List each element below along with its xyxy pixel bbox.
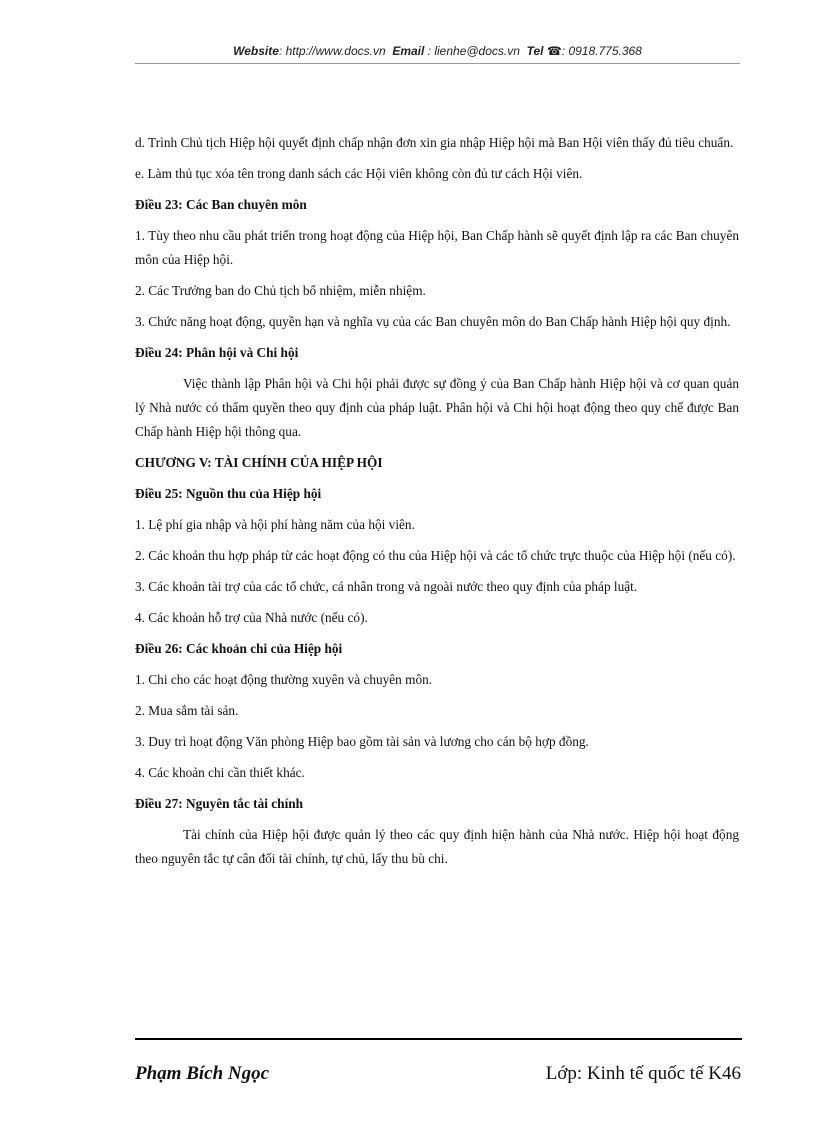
document-body: [135, 131, 739, 878]
paragraph: d. Trình Chủ tịch Hiệp hội quyết định chấp nhận đơn xin gia nhập Hiệp hội mà Ban Hội viên thấy đủ tiêu chuẩn.: [135, 135, 734, 150]
paragraph: Tài chính của Hiệp hội được quản lý theo các quy định hiện hành của Nhà nước. Hiệp hội hoạt động theo nguyên tắc tự cân đối tài chính, tự chủ, lấy thu bù chi.: [135, 827, 739, 866]
website-value: : http://www.docs.vn: [278, 44, 386, 58]
paragraph: e. Làm thủ tục xóa tên trong danh sách các Hội viên không còn đủ tư cách Hội viên.: [135, 166, 583, 181]
website-label: Website: [233, 44, 279, 58]
tel-label: Tel: [526, 44, 544, 58]
section-heading: Điều 25: Nguồn thu của Hiệp hội: [135, 486, 322, 501]
paragraph: 1. Tùy theo nhu cầu phát triển trong hoạt động của Hiệp hội, Ban Chấp hành sẽ quyết định lập ra các Ban chuyên môn của Hiệp hội.: [135, 228, 739, 267]
paragraph: 4. Các khoản hỗ trợ của Nhà nước (nếu có).: [135, 610, 368, 625]
section-heading: Điều 26: Các khoản chi của Hiệp hội: [135, 641, 343, 656]
header-divider: [135, 63, 740, 64]
footer-author: Phạm Bích Ngọc: [135, 1063, 270, 1084]
footer-divider: [135, 1038, 742, 1040]
section-heading: Điều 23: Các Ban chuyên môn: [135, 197, 307, 212]
page-header: [135, 44, 740, 58]
section-heading: Điều 27: Nguyên tắc tài chính: [135, 796, 304, 811]
paragraph: 2. Các Trưởng ban do Chủ tịch bổ nhiệm, miễn nhiệm.: [135, 283, 426, 298]
section-heading: Điều 24: Phân hội và Chi hội: [135, 345, 299, 360]
email-label: Email: [392, 44, 425, 58]
section-heading: CHƯƠNG V: TÀI CHÍNH CỦA HIỆP HỘI: [135, 455, 383, 470]
paragraph: 2. Các khoản thu hợp pháp từ các hoạt động có thu của Hiệp hội và các tổ chức trực thuộc của Hiệp hội (nếu có).: [135, 548, 736, 563]
paragraph: 1. Chi cho các hoạt động thường xuyên và chuyên môn.: [135, 672, 433, 687]
paragraph: 2. Mua sắm tài sản.: [135, 703, 239, 718]
paragraph: Việc thành lập Phân hội và Chi hội phải được sự đồng ý của Ban Chấp hành Hiệp hội và cơ quan quản lý Nhà nước có thẩm quyền theo quy định của pháp luật. Phân hội và Chi hội hoạt động theo quy chế được Ban Chấp hành Hiệp hội thông qua.: [135, 376, 739, 439]
tel-value: : 0918.775.368: [561, 44, 642, 58]
footer-class: Lớp: Kinh tế quốc tế K46: [545, 1063, 741, 1084]
email-value: : lienhe@docs.vn: [427, 44, 520, 58]
paragraph: 3. Duy trì hoạt động Văn phòng Hiệp bao gồm tài sản và lương cho cán bộ hợp đồng.: [135, 734, 589, 749]
paragraph: 1. Lệ phí gia nhập và hội phí hàng năm của hội viên.: [135, 517, 415, 532]
paragraph: 3. Các khoản tài trợ của các tổ chức, cá nhân trong và ngoài nước theo quy định của pháp luật.: [135, 579, 638, 594]
phone-icon: ☎: [546, 44, 562, 58]
paragraph: 3. Chức năng hoạt động, quyền hạn và nghĩa vụ của các Ban chuyên môn do Ban Chấp hành Hiệp hội quy định.: [135, 314, 731, 329]
paragraph: 4. Các khoản chi cần thiết khác.: [135, 765, 305, 780]
